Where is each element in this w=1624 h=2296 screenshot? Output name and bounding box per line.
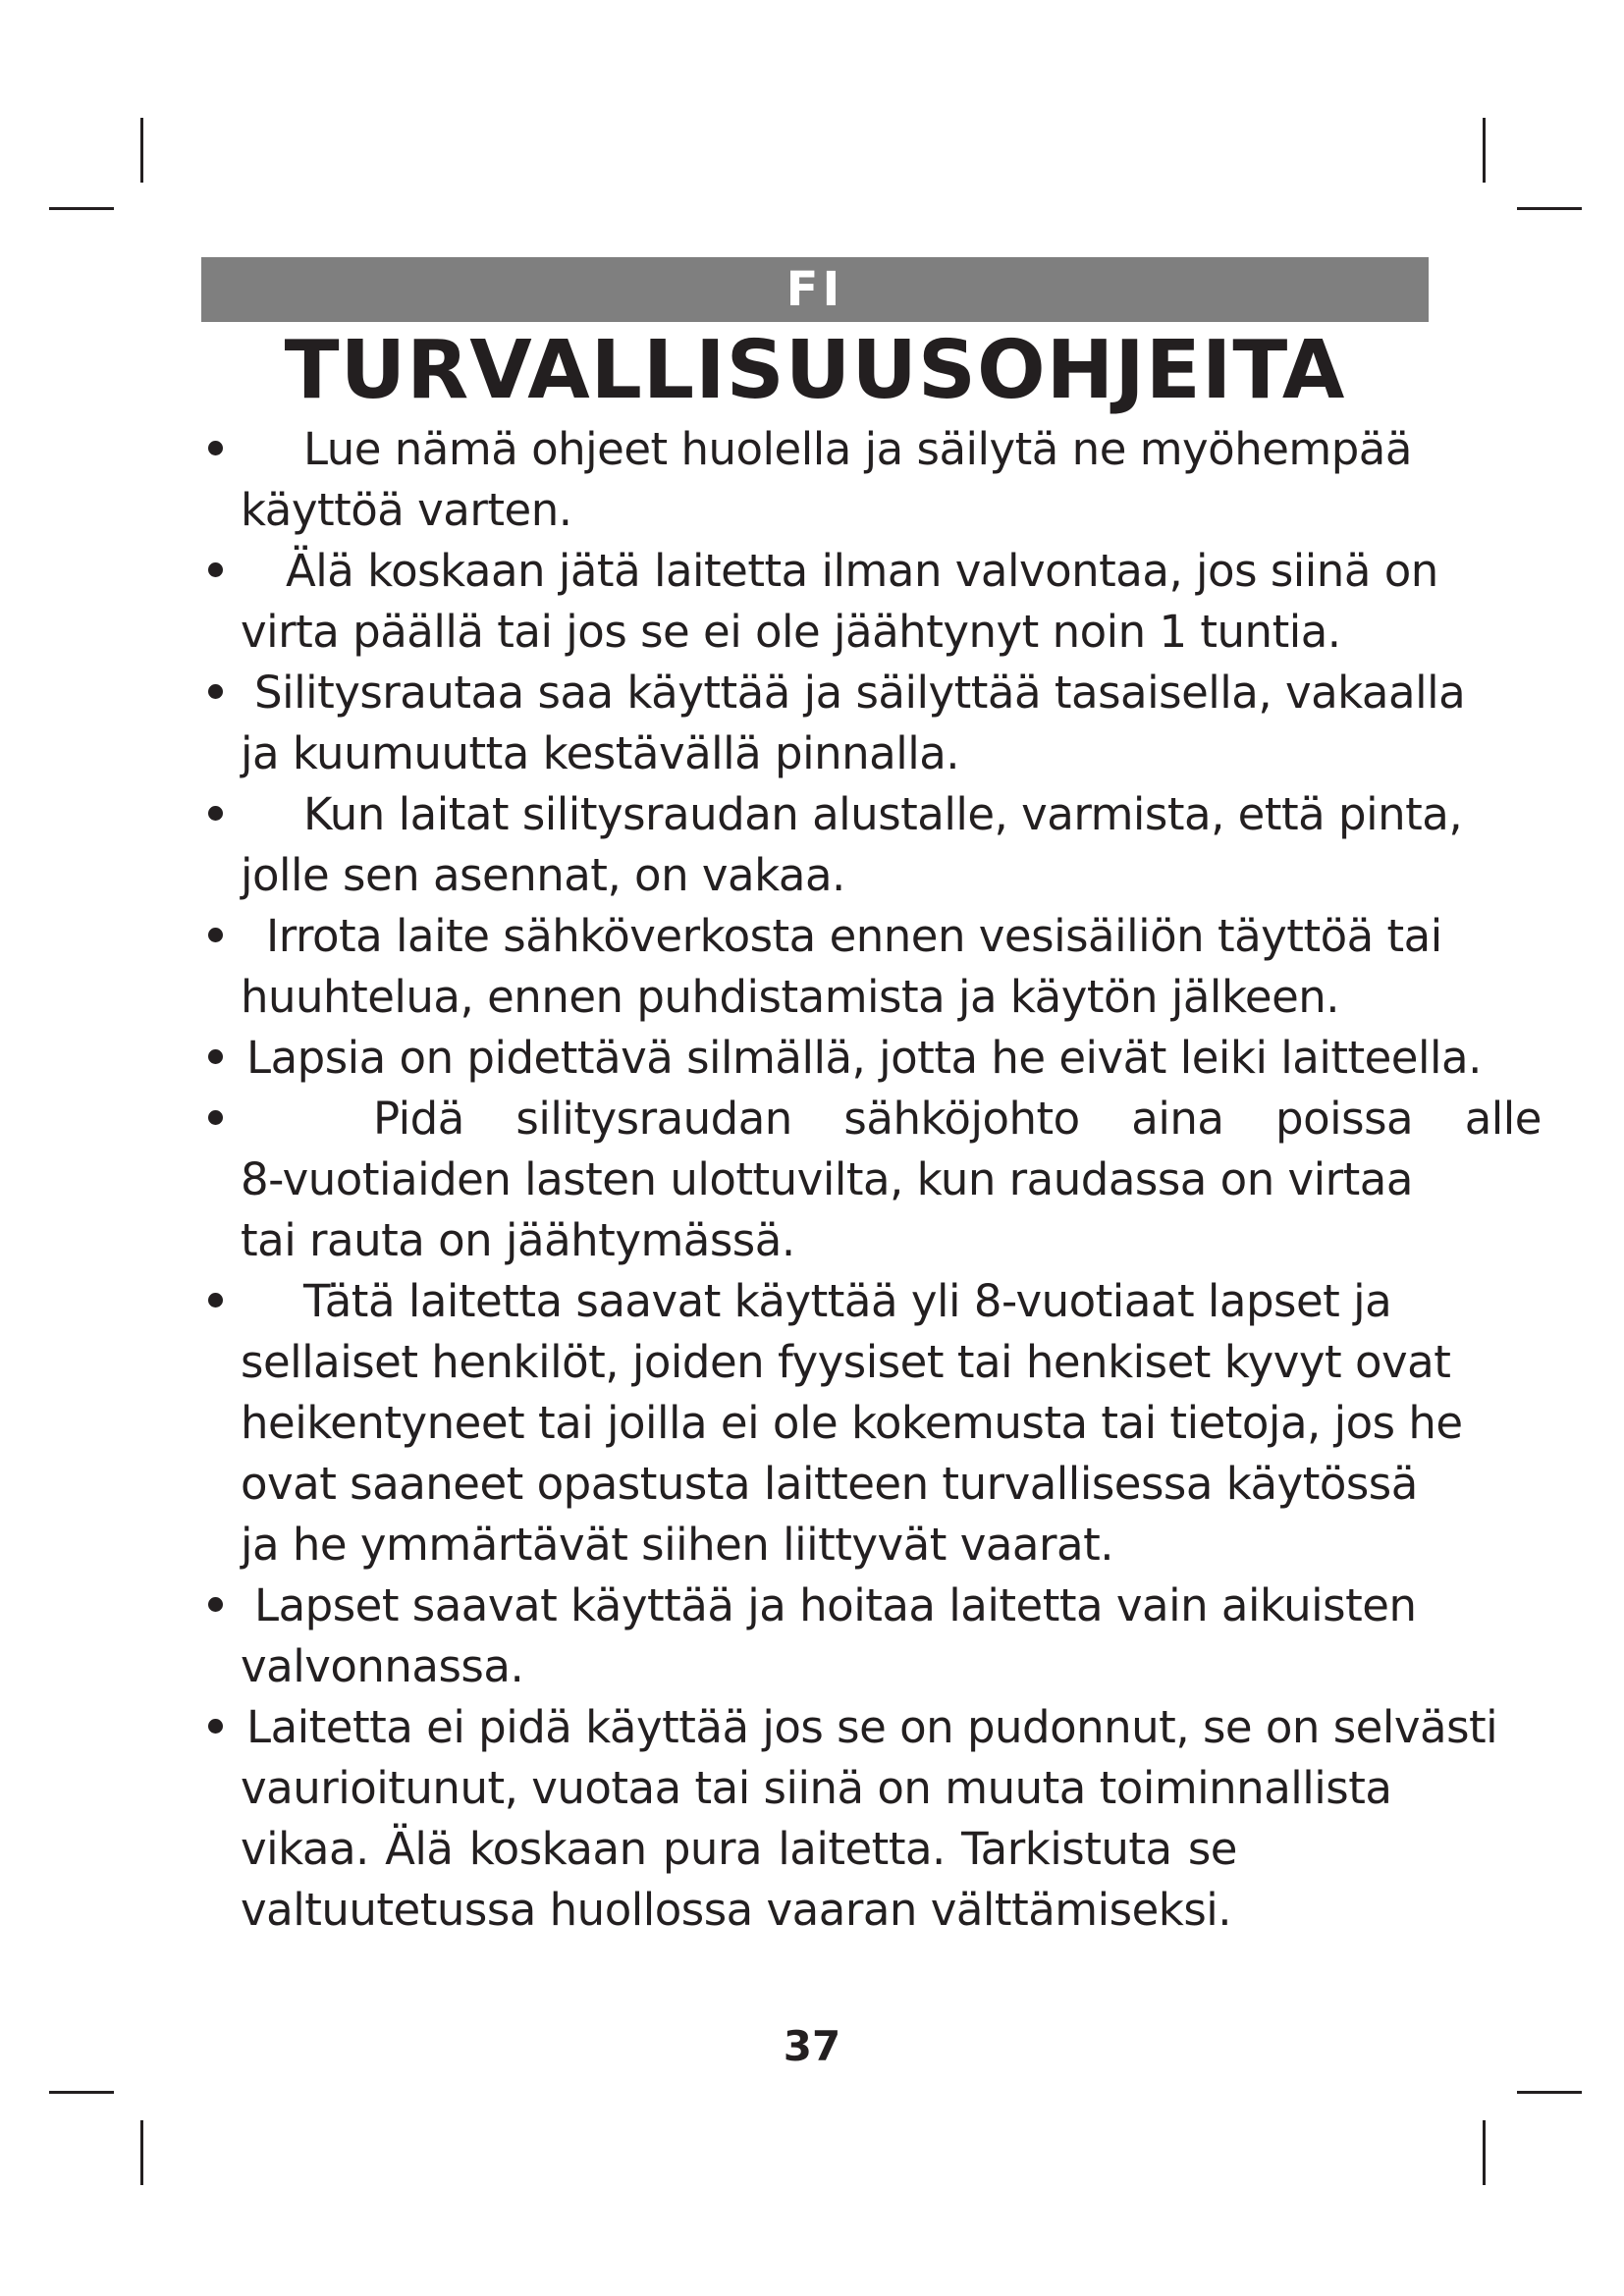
item-line: Tätä laitetta saavat käyttää yli 8-vuotiaat lapset ja (303, 1275, 1392, 1327)
list-item (201, 1271, 1571, 1575)
bullet (208, 1110, 223, 1125)
crop-mark-bottom-right-horizontal (1517, 2091, 1582, 2094)
page-number: 37 (783, 2022, 841, 2070)
item-line: ja he ymmärtävät siihen liittyvät vaarat. (241, 1519, 1114, 1571)
list-item (201, 541, 1571, 663)
item-line: käyttöä varten. (241, 484, 572, 536)
item-line: sellaiset henkilöt, joiden fyysiset tai henkiset kyvyt ovat (241, 1336, 1451, 1388)
list-item (201, 1028, 1571, 1089)
crop-mark-top-right-vertical (1483, 118, 1486, 183)
safety-instructions-list (201, 419, 1571, 1941)
bullet (208, 1049, 223, 1064)
bullet (208, 928, 223, 942)
item-line: valtuutetussa huollossa vaaran välttämiseksi. (241, 1884, 1232, 1936)
item-line: tai rauta on jäähtymässä. (241, 1214, 795, 1266)
item-line: Älä koskaan jätä laitetta ilman valvontaa, jos siinä on (286, 545, 1438, 597)
item-line: heikentyneet tai joilla ei ole kokemusta tai tietoja, jos he (241, 1397, 1463, 1449)
page-title: TURVALLISUUSOHJEITA (284, 324, 1346, 417)
crop-mark-top-left-horizontal (49, 207, 114, 210)
bullet (208, 441, 223, 455)
bullet (208, 1597, 223, 1612)
item-line: ja kuumuutta kestävällä pinnalla. (241, 727, 960, 779)
bullet (208, 806, 223, 821)
item-line: jolle sen asennat, on vakaa. (241, 849, 845, 901)
list-item (201, 906, 1571, 1028)
language-header-bar (201, 257, 1429, 322)
crop-mark-bottom-left-horizontal (49, 2091, 114, 2094)
item-line: Laitetta ei pidä käyttää jos se on pudonnut, se on selvästi (246, 1701, 1498, 1753)
item-line: valvonnassa. (241, 1640, 524, 1692)
crop-mark-top-right-horizontal (1517, 207, 1582, 210)
bullet (208, 562, 223, 577)
item-line: ovat saaneet opastusta laitteen turvallisessa käytössä (241, 1458, 1418, 1510)
item-line: Lapset saavat käyttää ja hoitaa laitetta vain aikuisten (254, 1579, 1417, 1631)
bullet (208, 684, 223, 699)
list-item (201, 1575, 1571, 1697)
bullet (208, 1293, 223, 1308)
item-line: Pidä silitysraudan sähköjohto aina poissa alle (373, 1093, 1542, 1145)
list-item (201, 1089, 1571, 1271)
list-item (201, 784, 1571, 906)
item-line: Irrota laite sähköverkosta ennen vesisäiliön täyttöä tai (266, 910, 1442, 962)
item-line: 8-vuotiaiden lasten ulottuvilta, kun raudassa on virtaa (241, 1153, 1413, 1205)
crop-mark-top-left-vertical (140, 118, 143, 183)
list-item (201, 663, 1571, 784)
language-code: FI (785, 262, 844, 317)
item-line: virta päällä tai jos se ei ole jäähtynyt noin 1 tuntia. (241, 606, 1341, 658)
item-line: vikaa. Älä koskaan pura laitetta. Tarkistuta se (241, 1823, 1237, 1875)
item-line: vaurioitunut, vuotaa tai siinä on muuta toiminnallista (241, 1762, 1392, 1814)
crop-mark-bottom-right-vertical (1483, 2120, 1486, 2185)
item-line: Silitysrautaa saa käyttää ja säilyttää tasaisella, vakaalla (254, 667, 1466, 719)
bullet (208, 1719, 223, 1734)
list-item (201, 419, 1571, 541)
item-line: Lapsia on pidettävä silmällä, jotta he eivät leiki laitteella. (246, 1032, 1482, 1084)
crop-mark-bottom-left-vertical (140, 2120, 143, 2185)
item-line: huuhtelua, ennen puhdistamista ja käytön jälkeen. (241, 971, 1340, 1023)
list-item (201, 1697, 1571, 1941)
item-line: Lue nämä ohjeet huolella ja säilytä ne myöhempää (303, 423, 1412, 475)
item-line: Kun laitat silitysraudan alustalle, varmista, että pinta, (303, 788, 1463, 840)
